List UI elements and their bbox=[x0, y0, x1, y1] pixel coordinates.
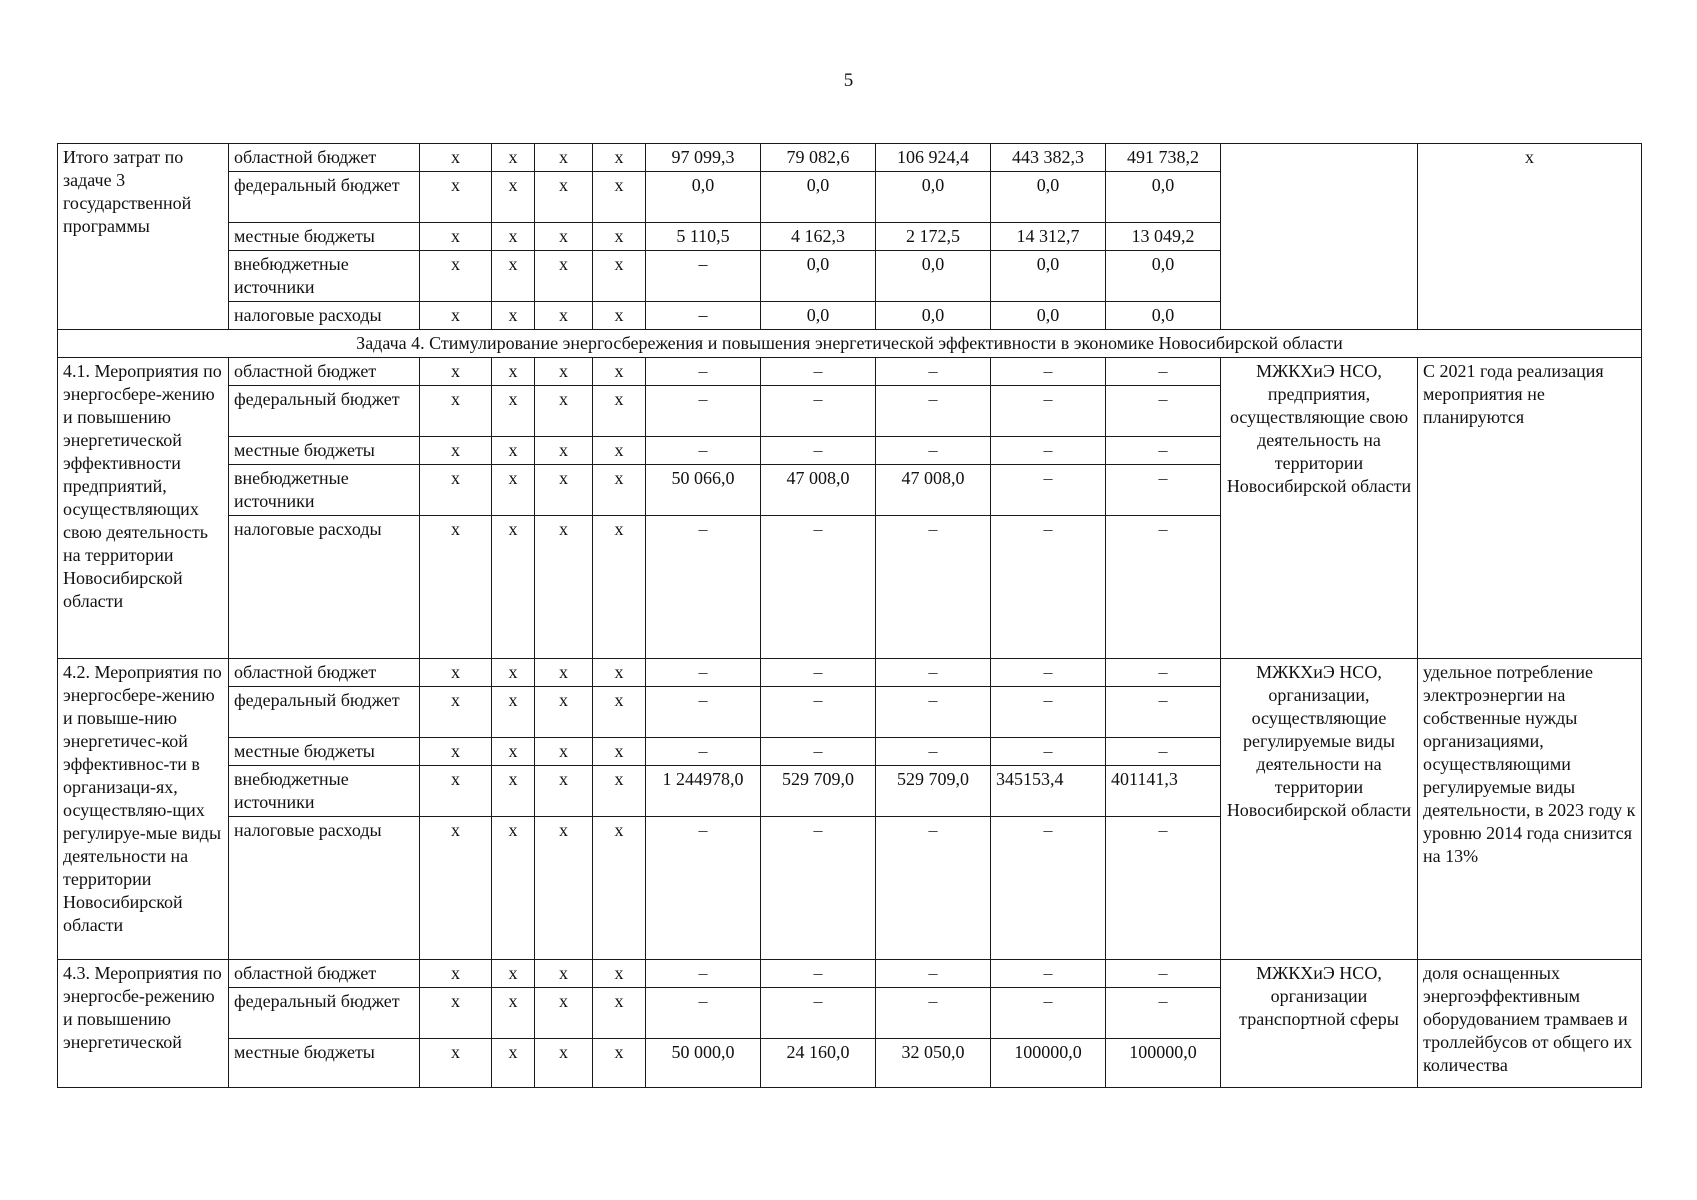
mark-cell: x bbox=[492, 251, 535, 302]
mark-cell: x bbox=[535, 386, 593, 437]
value-cell: – bbox=[991, 437, 1106, 465]
value-cell: – bbox=[761, 358, 876, 386]
mark-cell: x bbox=[593, 302, 646, 330]
value-cell: – bbox=[761, 516, 876, 659]
mark-cell: x bbox=[492, 437, 535, 465]
table-row bbox=[58, 659, 1642, 687]
value-cell: – bbox=[761, 988, 876, 1039]
value-cell: 97 099,3 bbox=[646, 144, 761, 172]
mark-cell: x bbox=[593, 437, 646, 465]
measure-4-1-label: 4.1. Мероприятия по энергосбере-жению и повышению энергетической эффективности предприятий, осуществляющих свою деятельность на территории Новосибирской области bbox=[58, 358, 229, 659]
mark-cell: x bbox=[492, 358, 535, 386]
mark-cell: x bbox=[492, 144, 535, 172]
mark-cell: x bbox=[420, 1039, 492, 1088]
mark-cell: x bbox=[535, 223, 593, 251]
mark-cell: x bbox=[492, 817, 535, 960]
value-cell: – bbox=[646, 988, 761, 1039]
value-cell: – bbox=[876, 516, 991, 659]
funding-table bbox=[57, 143, 1642, 1088]
mark-cell: x bbox=[593, 251, 646, 302]
mark-cell: x bbox=[593, 766, 646, 817]
value-cell: – bbox=[991, 659, 1106, 687]
result-cell: удельное потребление электроэнергии на собственные нужды организациями, осуществляющими регулируемые виды деятельности, в 2023 году к уровню 2014 года снизится на 13% bbox=[1418, 659, 1642, 960]
mark-cell: x bbox=[593, 172, 646, 223]
value-cell: – bbox=[1106, 516, 1221, 659]
mark-cell: x bbox=[420, 960, 492, 988]
mark-cell: x bbox=[492, 386, 535, 437]
mark-cell: x bbox=[492, 687, 535, 738]
mark-cell: x bbox=[535, 738, 593, 766]
source-cell: внебюджетные источники bbox=[229, 251, 420, 302]
executor-cell bbox=[1221, 144, 1418, 330]
mark-cell: x bbox=[535, 172, 593, 223]
value-cell: 5 110,5 bbox=[646, 223, 761, 251]
value-cell: – bbox=[1106, 817, 1221, 960]
source-cell: местные бюджеты bbox=[229, 223, 420, 251]
value-cell: – bbox=[761, 437, 876, 465]
mark-cell: x bbox=[492, 1039, 535, 1088]
mark-cell: x bbox=[420, 251, 492, 302]
value-cell: – bbox=[761, 817, 876, 960]
value-cell: – bbox=[646, 437, 761, 465]
mark-cell: x bbox=[420, 358, 492, 386]
mark-cell: x bbox=[535, 358, 593, 386]
mark-cell: x bbox=[492, 960, 535, 988]
source-cell: внебюджетные источники bbox=[229, 465, 420, 516]
executor-cell: МЖКХиЭ НСО, предприятия, осуществляющие свою деятельность на территории Новосибирской области bbox=[1221, 358, 1418, 659]
table-row bbox=[58, 358, 1642, 386]
source-cell: областной бюджет bbox=[229, 960, 420, 988]
mark-cell: x bbox=[593, 358, 646, 386]
value-cell: – bbox=[991, 738, 1106, 766]
value-cell: – bbox=[876, 358, 991, 386]
value-cell: – bbox=[991, 465, 1106, 516]
value-cell: 79 082,6 bbox=[761, 144, 876, 172]
mark-cell: x bbox=[420, 144, 492, 172]
value-cell: 529 709,0 bbox=[876, 766, 991, 817]
value-cell: – bbox=[1106, 465, 1221, 516]
value-cell: 50 000,0 bbox=[646, 1039, 761, 1088]
value-cell: 32 050,0 bbox=[876, 1039, 991, 1088]
value-cell: 1 244978,0 bbox=[646, 766, 761, 817]
mark-cell: x bbox=[492, 172, 535, 223]
source-cell: налоговые расходы bbox=[229, 817, 420, 960]
table-row bbox=[58, 330, 1642, 358]
measure-4-3-label: 4.3. Мероприятия по энергосбе-режению и повышению энергетической bbox=[58, 960, 229, 1088]
executor-cell: МЖКХиЭ НСО, организации транспортной сферы bbox=[1221, 960, 1418, 1088]
mark-cell: x bbox=[535, 465, 593, 516]
source-cell: областной бюджет bbox=[229, 659, 420, 687]
value-cell: 491 738,2 bbox=[1106, 144, 1221, 172]
mark-cell: x bbox=[593, 988, 646, 1039]
mark-cell: x bbox=[593, 1039, 646, 1088]
value-cell: – bbox=[646, 386, 761, 437]
mark-cell: x bbox=[593, 144, 646, 172]
mark-cell: x bbox=[420, 766, 492, 817]
value-cell: 50 066,0 bbox=[646, 465, 761, 516]
value-cell: – bbox=[1106, 659, 1221, 687]
value-cell: – bbox=[761, 386, 876, 437]
mark-cell: x bbox=[593, 465, 646, 516]
value-cell: – bbox=[1106, 358, 1221, 386]
value-cell: – bbox=[1106, 386, 1221, 437]
mark-cell: x bbox=[593, 817, 646, 960]
mark-cell: x bbox=[593, 960, 646, 988]
value-cell: – bbox=[876, 817, 991, 960]
table-row bbox=[58, 960, 1642, 988]
mark-cell: x bbox=[535, 766, 593, 817]
value-cell: – bbox=[991, 386, 1106, 437]
mark-cell: x bbox=[420, 437, 492, 465]
value-cell: – bbox=[761, 687, 876, 738]
mark-cell: x bbox=[535, 659, 593, 687]
mark-cell: x bbox=[420, 659, 492, 687]
value-cell: – bbox=[876, 687, 991, 738]
source-cell: местные бюджеты bbox=[229, 437, 420, 465]
source-cell: налоговые расходы bbox=[229, 516, 420, 659]
value-cell: – bbox=[1106, 988, 1221, 1039]
value-cell: 0,0 bbox=[761, 172, 876, 223]
source-cell: областной бюджет bbox=[229, 144, 420, 172]
value-cell: 0,0 bbox=[991, 172, 1106, 223]
value-cell: 14 312,7 bbox=[991, 223, 1106, 251]
value-cell: 4 162,3 bbox=[761, 223, 876, 251]
result-cell: x bbox=[1418, 144, 1642, 330]
mark-cell: x bbox=[420, 988, 492, 1039]
value-cell: 0,0 bbox=[646, 172, 761, 223]
mark-cell: x bbox=[492, 738, 535, 766]
executor-cell: МЖКХиЭ НСО, организации, осуществляющие регулируемые виды деятельности на территории Новосибирской области bbox=[1221, 659, 1418, 960]
table-row bbox=[58, 144, 1642, 172]
mark-cell: x bbox=[535, 302, 593, 330]
mark-cell: x bbox=[593, 659, 646, 687]
value-cell: – bbox=[991, 960, 1106, 988]
value-cell: – bbox=[646, 251, 761, 302]
source-cell: федеральный бюджет bbox=[229, 687, 420, 738]
value-cell: 100000,0 bbox=[991, 1039, 1106, 1088]
mark-cell: x bbox=[593, 386, 646, 437]
value-cell: – bbox=[991, 817, 1106, 960]
mark-cell: x bbox=[420, 817, 492, 960]
source-cell: налоговые расходы bbox=[229, 302, 420, 330]
value-cell: – bbox=[646, 659, 761, 687]
result-cell: доля оснащенных энергоэффективным оборудованием трамваев и троллейбусов от общего их количества bbox=[1418, 960, 1642, 1088]
value-cell: – bbox=[876, 659, 991, 687]
mark-cell: x bbox=[535, 687, 593, 738]
value-cell: – bbox=[1106, 687, 1221, 738]
mark-cell: x bbox=[492, 516, 535, 659]
value-cell: – bbox=[1106, 437, 1221, 465]
value-cell: – bbox=[876, 386, 991, 437]
mark-cell: x bbox=[492, 223, 535, 251]
mark-cell: x bbox=[420, 302, 492, 330]
value-cell: 0,0 bbox=[876, 172, 991, 223]
mark-cell: x bbox=[492, 465, 535, 516]
mark-cell: x bbox=[535, 516, 593, 659]
value-cell: – bbox=[646, 738, 761, 766]
value-cell: – bbox=[1106, 738, 1221, 766]
mark-cell: x bbox=[535, 437, 593, 465]
value-cell: – bbox=[991, 988, 1106, 1039]
value-cell: 106 924,4 bbox=[876, 144, 991, 172]
source-cell: местные бюджеты bbox=[229, 1039, 420, 1088]
mark-cell: x bbox=[492, 766, 535, 817]
value-cell: 0,0 bbox=[991, 251, 1106, 302]
value-cell: 401141,3 bbox=[1106, 766, 1221, 817]
value-cell: 0,0 bbox=[991, 302, 1106, 330]
source-cell: федеральный бюджет bbox=[229, 988, 420, 1039]
mark-cell: x bbox=[535, 817, 593, 960]
mark-cell: x bbox=[492, 659, 535, 687]
value-cell: 47 008,0 bbox=[761, 465, 876, 516]
value-cell: 0,0 bbox=[761, 251, 876, 302]
source-cell: федеральный бюджет bbox=[229, 386, 420, 437]
mark-cell: x bbox=[492, 988, 535, 1039]
result-cell: С 2021 года реализация мероприятия не планируются bbox=[1418, 358, 1642, 659]
mark-cell: x bbox=[420, 386, 492, 437]
value-cell: – bbox=[646, 516, 761, 659]
mark-cell: x bbox=[420, 223, 492, 251]
measure-4-2-label: 4.2. Мероприятия по энергосбере-жению и повыше-нию энергетичес-кой эффективнос-ти в организаци-ях, осуществляю-щих регулируе-мые виды деятельности на территории Новосибирской области bbox=[58, 659, 229, 960]
task4-title: Задача 4. Стимулирование энергосбережения и повышения энергетической эффективности в экономике Новосибирской области bbox=[58, 330, 1642, 358]
value-cell: 13 049,2 bbox=[1106, 223, 1221, 251]
mark-cell: x bbox=[593, 738, 646, 766]
value-cell: 100000,0 bbox=[1106, 1039, 1221, 1088]
mark-cell: x bbox=[420, 516, 492, 659]
value-cell: 345153,4 bbox=[991, 766, 1106, 817]
page-number: 5 bbox=[843, 70, 854, 91]
value-cell: – bbox=[991, 687, 1106, 738]
value-cell: – bbox=[761, 960, 876, 988]
value-cell: 0,0 bbox=[876, 251, 991, 302]
value-cell: – bbox=[761, 659, 876, 687]
value-cell: – bbox=[876, 960, 991, 988]
value-cell: 47 008,0 bbox=[876, 465, 991, 516]
mark-cell: x bbox=[593, 516, 646, 659]
value-cell: – bbox=[646, 817, 761, 960]
mark-cell: x bbox=[535, 144, 593, 172]
total-task3-label: Итого затрат по задаче 3 государственной программы bbox=[58, 144, 229, 330]
source-cell: внебюджетные источники bbox=[229, 766, 420, 817]
value-cell: – bbox=[646, 302, 761, 330]
source-cell: местные бюджеты bbox=[229, 738, 420, 766]
value-cell: – bbox=[761, 738, 876, 766]
mark-cell: x bbox=[420, 172, 492, 223]
value-cell: 529 709,0 bbox=[761, 766, 876, 817]
mark-cell: x bbox=[535, 960, 593, 988]
value-cell: – bbox=[646, 960, 761, 988]
value-cell: – bbox=[991, 358, 1106, 386]
value-cell: – bbox=[876, 437, 991, 465]
mark-cell: x bbox=[593, 687, 646, 738]
mark-cell: x bbox=[420, 465, 492, 516]
mark-cell: x bbox=[492, 302, 535, 330]
value-cell: – bbox=[876, 738, 991, 766]
source-cell: федеральный бюджет bbox=[229, 172, 420, 223]
value-cell: – bbox=[991, 516, 1106, 659]
value-cell: – bbox=[1106, 960, 1221, 988]
value-cell: 0,0 bbox=[1106, 172, 1221, 223]
value-cell: – bbox=[646, 687, 761, 738]
mark-cell: x bbox=[535, 251, 593, 302]
mark-cell: x bbox=[420, 738, 492, 766]
source-cell: областной бюджет bbox=[229, 358, 420, 386]
mark-cell: x bbox=[535, 988, 593, 1039]
mark-cell: x bbox=[420, 687, 492, 738]
value-cell: 0,0 bbox=[1106, 302, 1221, 330]
mark-cell: x bbox=[535, 1039, 593, 1088]
value-cell: 443 382,3 bbox=[991, 144, 1106, 172]
value-cell: 2 172,5 bbox=[876, 223, 991, 251]
value-cell: 0,0 bbox=[876, 302, 991, 330]
value-cell: – bbox=[646, 358, 761, 386]
mark-cell: x bbox=[593, 223, 646, 251]
value-cell: 0,0 bbox=[1106, 251, 1221, 302]
value-cell: 0,0 bbox=[761, 302, 876, 330]
value-cell: 24 160,0 bbox=[761, 1039, 876, 1088]
value-cell: – bbox=[876, 988, 991, 1039]
